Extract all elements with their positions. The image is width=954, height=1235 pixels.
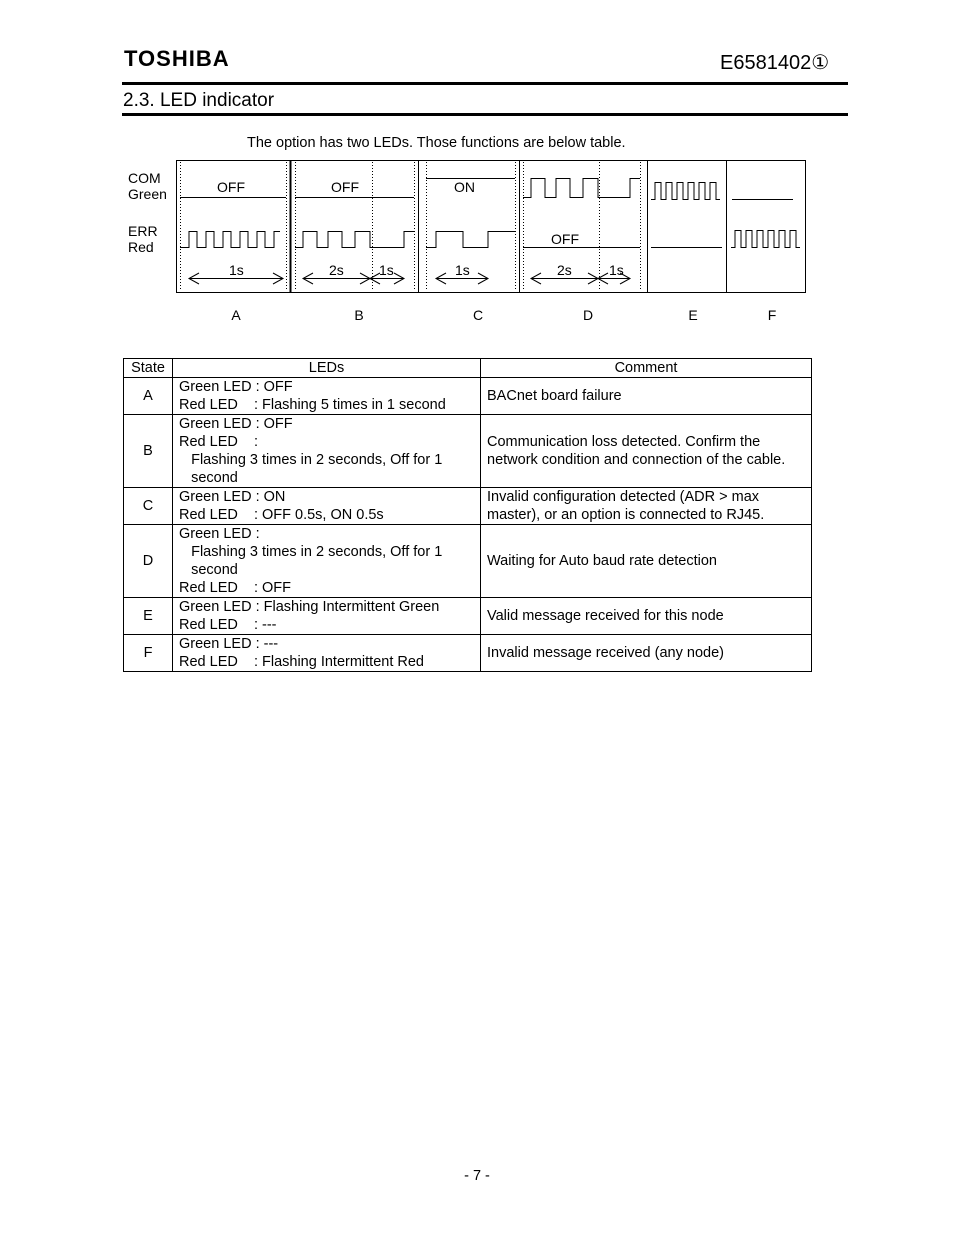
leds-line: Green LED : Flashing Intermittent Green <box>179 599 440 615</box>
header-comment: Comment <box>481 359 812 378</box>
leds-line: Green LED : ON <box>179 489 286 505</box>
leds-line: Flashing 3 times in 2 seconds, Off for 1 <box>179 452 443 468</box>
state-cell: E <box>124 598 173 635</box>
leds-line: second <box>179 562 238 578</box>
document-number: E6581402① <box>720 52 830 74</box>
panel-a-timing-1: 1s <box>229 262 244 278</box>
leds-cell <box>173 635 481 672</box>
signal-c-red <box>426 232 515 248</box>
state-label-b: B <box>354 307 364 323</box>
green-label: Green <box>128 186 167 202</box>
diagram-frame <box>177 161 806 293</box>
panel-b-green-text: OFF <box>331 179 359 195</box>
header-leds: LEDs <box>173 359 481 378</box>
panel-a-green-text: OFF <box>217 179 245 195</box>
red-label: Red <box>128 239 154 255</box>
leds-cell <box>173 378 481 415</box>
state-cell: D <box>124 525 173 598</box>
comment-cell <box>481 488 812 525</box>
comment-line: BACnet board failure <box>487 388 622 404</box>
comment-cell <box>481 415 812 488</box>
leds-line: Green LED : OFF <box>179 379 293 395</box>
table-row <box>124 488 812 525</box>
signal-f-red <box>731 231 800 248</box>
table-row <box>124 598 812 635</box>
leds-line: second <box>179 470 238 486</box>
page-number: - 7 - <box>464 1168 490 1184</box>
comment-cell <box>481 525 812 598</box>
state-label-d: D <box>582 307 594 323</box>
state-label-e: E <box>688 307 698 323</box>
led-state-table <box>123 358 812 672</box>
header-state: State <box>124 359 173 378</box>
leds-line: Red LED : Flashing Intermittent Red <box>179 654 424 670</box>
signal-b-red <box>295 232 414 248</box>
comment-cell <box>481 378 812 415</box>
comment-line: Invalid configuration detected (ADR > max <box>487 489 760 505</box>
toshiba-logo: TOSHIBA <box>124 46 230 71</box>
intro-text: The option has two LEDs. Those functions are below table. <box>247 135 626 151</box>
comment-line: Invalid message received (any node) <box>487 645 724 661</box>
panel-c-timing-1: 1s <box>455 262 470 278</box>
leds-line: Green LED : <box>179 526 260 542</box>
leds-line: Red LED : Flashing 5 times in 1 second <box>179 397 446 413</box>
leds-line: Green LED : --- <box>179 636 279 652</box>
comment-line: Communication loss detected. Confirm the <box>487 434 761 450</box>
comment-cell <box>481 598 812 635</box>
panel-d-red-text: OFF <box>551 231 579 247</box>
comment-cell <box>481 635 812 672</box>
com-label: COM <box>128 170 161 186</box>
signal-d-green <box>523 179 640 198</box>
leds-line: Green LED : OFF <box>179 416 293 432</box>
table-row <box>124 415 812 488</box>
comment-line: Waiting for Auto baud rate detection <box>487 553 717 569</box>
led-timing-diagram <box>0 0 954 340</box>
panel-b-timing-1: 2s <box>329 262 344 278</box>
state-label-f: F <box>767 307 777 323</box>
panel-d-timing-2: 1s <box>609 262 624 278</box>
signal-e-green <box>651 183 720 200</box>
table-row <box>124 635 812 672</box>
state-label-c: C <box>472 307 484 323</box>
panel-c-green-text: ON <box>454 179 475 195</box>
leds-line: Red LED : OFF 0.5s, ON 0.5s <box>179 507 384 523</box>
comment-line: master), or an option is connected to RJ45. <box>487 507 765 523</box>
state-cell: F <box>124 635 173 672</box>
leds-line: Red LED : --- <box>179 617 277 633</box>
section-title: 2.3. LED indicator <box>123 90 275 111</box>
state-cell: A <box>124 378 173 415</box>
panel-b-timing-2: 1s <box>379 262 394 278</box>
leds-line: Red LED : OFF <box>179 580 291 596</box>
leds-cell <box>173 488 481 525</box>
panel-d-timing-1: 2s <box>557 262 572 278</box>
table-row <box>124 378 812 415</box>
leds-cell <box>173 525 481 598</box>
comment-line: network condition and connection of the cable. <box>487 452 786 468</box>
leds-line: Red LED : <box>179 434 258 450</box>
signal-a-red <box>180 232 280 248</box>
comment-line: Valid message received for this node <box>487 608 724 624</box>
table-row <box>124 525 812 598</box>
state-label-a: A <box>231 307 241 323</box>
leds-cell <box>173 598 481 635</box>
leds-cell <box>173 415 481 488</box>
state-cell: C <box>124 488 173 525</box>
err-label: ERR <box>128 223 158 239</box>
leds-line: Flashing 3 times in 2 seconds, Off for 1 <box>179 544 443 560</box>
state-cell: B <box>124 415 173 488</box>
